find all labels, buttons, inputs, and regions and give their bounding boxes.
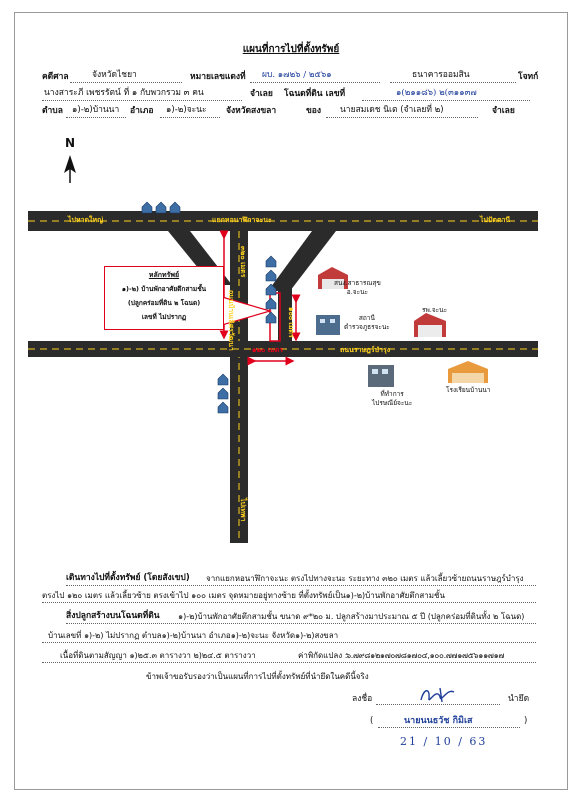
police-building-icon bbox=[316, 315, 340, 335]
paren-open: ( bbox=[370, 716, 374, 726]
callout-title: หลักทรัพย์ bbox=[148, 271, 180, 279]
district-label: อำเภอ bbox=[130, 106, 154, 116]
province-label: จังหวัดสงขลา bbox=[226, 106, 277, 116]
road-label-ratbamrung: ถนนราษฎร์บำรุง bbox=[340, 346, 391, 354]
subdistrict-label: ตำบล bbox=[42, 106, 63, 116]
owner-defendant-label: จำเลย bbox=[492, 106, 515, 116]
road-label-to-hatyai: ไปหาดใหญ่ bbox=[68, 216, 104, 224]
road-label-junction: แยกหอนาฬิกาจะนะ bbox=[212, 216, 272, 224]
name-dots bbox=[378, 727, 520, 728]
hospital-building-icon bbox=[414, 313, 446, 337]
defendant-dots bbox=[42, 100, 242, 101]
page-title: แผนที่การไปที่ตั้งทรัพย์ bbox=[242, 44, 340, 55]
post-office-label-1: ที่ทำการ bbox=[380, 390, 404, 398]
black-no-dots bbox=[250, 82, 380, 83]
case-value: จังหวัดไชยา bbox=[92, 70, 137, 80]
highway-road bbox=[28, 211, 538, 231]
buildings-label: สิ่งปลูกสร้างบนโฉนดที่ดิน bbox=[66, 611, 160, 621]
signature-role: นำยึด bbox=[508, 694, 530, 704]
callout-line3: เลขที่ ไม่ปรากฏ bbox=[141, 313, 187, 321]
buildings-dots-1 bbox=[66, 623, 536, 624]
school-label: โรงเรียนบ้านนา bbox=[446, 386, 491, 394]
certification-text: ข้าพเจ้าขอรับรองว่าเป็นแผนที่การไปที่ตั้งทรัพย์ที่นำยึดในคดีนี้จริง bbox=[146, 672, 369, 681]
district-value: ๑)-๒)จะนะ bbox=[166, 105, 207, 115]
callout-line1: ๑)-๒) บ้านพักอาศัยตึกสามชั้น bbox=[121, 285, 207, 293]
plaintiff-label: โจทก์ bbox=[518, 72, 539, 82]
road-label-to-thepha: ไปเทพา bbox=[239, 498, 247, 522]
directions-line1: จากแยกหอนาฬิกาจะนะ ตรงไปทางจะนะ ระยะทาง ๓๒๐ เมตร แล้วเลี้ยวซ้ายถนนราษฎร์บำรุง bbox=[206, 574, 524, 583]
property-callout bbox=[104, 266, 224, 330]
area-line: เนื้อที่ดินตามสัญญา ๑)๒๕.๓ ตารางวา ๒)๒๔.๕ ตารางวา bbox=[60, 651, 256, 660]
directions-line2: ตรงไป ๑๒๐ เมตร แล้วเลี้ยวซ้าย ตรงเข้าไป ๑๐๐ เมตร จุดหมายอยู่ทางซ้าย ที่ตั้งทรัพย์เป็น๑)-๒)บ้านพักอาศัยตึกสามชั้น bbox=[42, 591, 445, 600]
black-no-label: หมายเลขแดงที่ bbox=[190, 72, 246, 82]
sign-date: 21 / 10 / 63 bbox=[400, 735, 488, 748]
defendant-label: จำเลย bbox=[250, 89, 273, 99]
plaintiff-dots bbox=[390, 82, 516, 83]
subdistrict-value: ๑)-๒)บ้านนา bbox=[72, 105, 120, 115]
black-no-value: ผบ. ๑๗๒๖ / ๒๕๖๑ bbox=[262, 70, 332, 80]
directions-dots-1 bbox=[66, 585, 536, 586]
distance-320-label: ๓๒๐ เมตร bbox=[239, 246, 247, 278]
case-label: คดีศาล bbox=[42, 72, 69, 82]
hospital-label: รพ.จะนะ bbox=[422, 306, 448, 314]
directions-dots-2 bbox=[42, 602, 536, 603]
owner-value: นายสมเดช นิเต (จำเลยที่ ๒) bbox=[340, 105, 444, 115]
buildings-dots-2 bbox=[42, 642, 536, 643]
owner-label: ของ bbox=[306, 106, 322, 116]
coords-value: ๖.๗๙๘๑๒๑๗๐๗๘๑๗๐๔,๑๐๐.๗๗๑๗๕๖๑๑๗๑๗ bbox=[346, 651, 505, 660]
plaintiff-value: ธนาคารออมสิน bbox=[412, 70, 470, 80]
callout-line2: (ปลูกคร่อมที่ดิน ๒ โฉนด) bbox=[127, 299, 201, 307]
police-label-2: ตำรวจภูธรจะนะ bbox=[344, 323, 390, 331]
area-dots bbox=[42, 662, 536, 663]
post-office-label bbox=[372, 390, 412, 408]
owner-dots bbox=[326, 117, 478, 118]
school-building-icon bbox=[448, 361, 488, 383]
road-label-to-pattani: ไปปัตตานี bbox=[480, 216, 511, 224]
main-vertical-road bbox=[230, 231, 248, 543]
case-dots bbox=[70, 82, 182, 83]
police-label bbox=[344, 314, 390, 332]
signer-name: นายนนธวัช กิมิเส bbox=[404, 716, 473, 726]
distance-120-label: ๑๒๐ เมตร bbox=[252, 346, 284, 354]
north-arrow-icon bbox=[64, 155, 76, 183]
health-office-label bbox=[334, 279, 381, 297]
post-office-building-icon bbox=[368, 365, 394, 387]
subdistrict-dots bbox=[66, 117, 126, 118]
handwritten-signature bbox=[418, 684, 458, 706]
buildings-line1: ๑)-๒)บ้านพักอาศัยตึกสามชั้น ขนาด ๙*๒๐ ม. ปลูกสร้างมาประมาณ ๕ ปี (ปลูกคร่อมที่ดินทั้ง ๒ โฉนด) bbox=[178, 612, 525, 621]
deed-label: โฉนดที่ดิน เลขที่ bbox=[284, 89, 346, 99]
defendant-value: นางสาระภี เพชรรัตน์ ที่ ๑ กับพวกรวม ๓ คน bbox=[44, 88, 204, 98]
deed-value: ๑(๒๑๑๘๖) ๒(๓๑๑๓๗ bbox=[396, 88, 477, 98]
police-label-1: สถานี bbox=[358, 314, 375, 322]
district-dots bbox=[160, 117, 220, 118]
distance-100-label: ๑๐๐ เมตร bbox=[287, 307, 295, 338]
paren-close: ) bbox=[524, 716, 528, 726]
sign-label: ลงชื่อ bbox=[352, 694, 373, 704]
health-office-label-1: สนง.สาธารณสุข bbox=[334, 279, 381, 287]
road-label-local: ถนนบ้านเลิศรวัฒนา bbox=[227, 290, 235, 351]
health-office-label-2: อ.จะนะ bbox=[346, 288, 369, 296]
directions-label: เดินทางไปที่ตั้งทรัพย์ (โดยสังเขป) bbox=[66, 573, 190, 583]
north-label: N bbox=[65, 136, 76, 150]
buildings-line2: บ้านเลขที่ ๑)-๒) ไม่ปรากฏ ตำบล๑)-๒)บ้านนา อำเภอ๑)-๒)จะนะ จังหวัด๑)-๒)สงขลา bbox=[48, 631, 339, 640]
deed-dots bbox=[362, 100, 530, 101]
coords-label: ค่าพิกัดแปลง : bbox=[298, 651, 348, 660]
post-office-label-2: ไปรษณีย์จะนะ bbox=[372, 399, 413, 407]
